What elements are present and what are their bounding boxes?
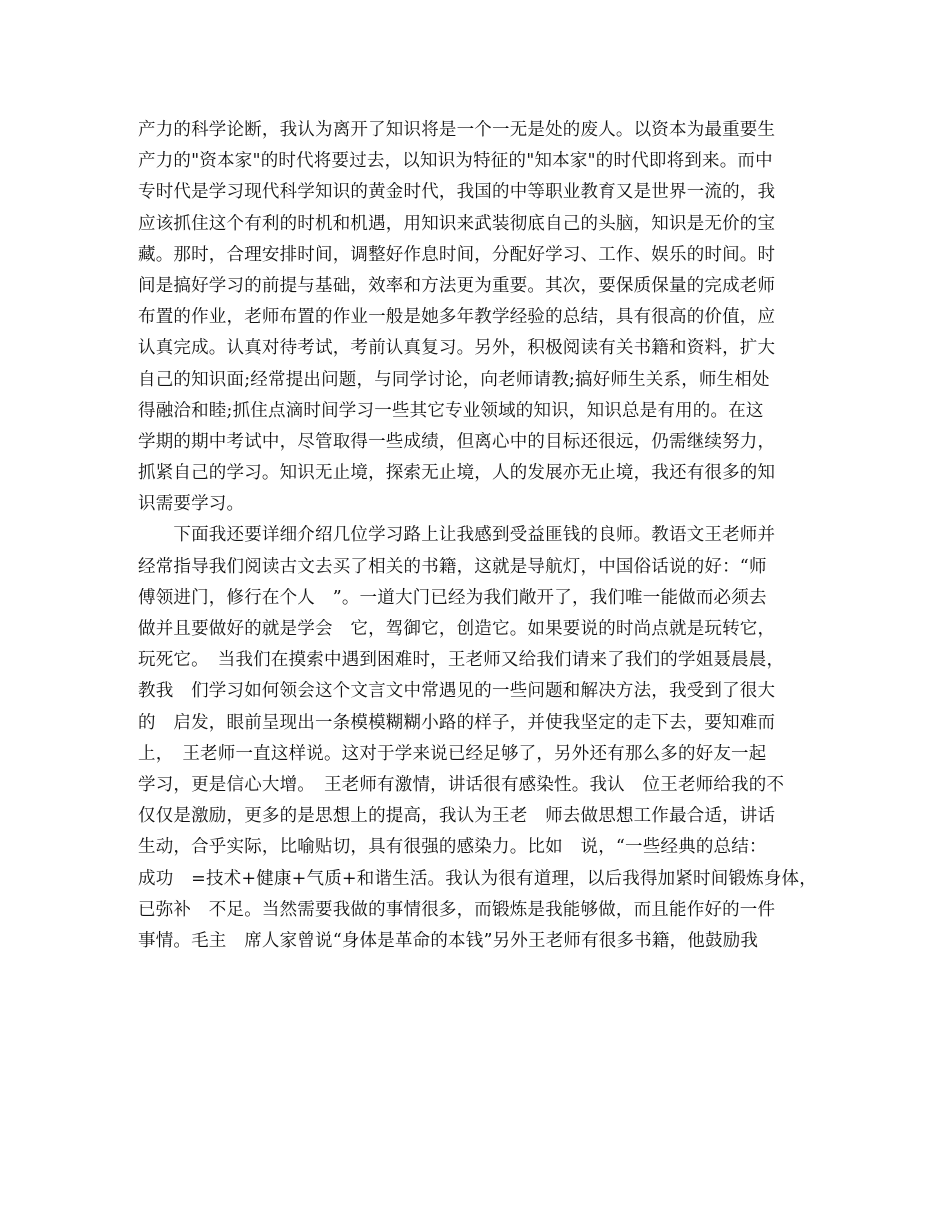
body-text <box>138 115 818 957</box>
text-line: 学习，更是信心大增。 王老师有激情，讲话很有感染性。我认 位王老师给我的不 <box>138 774 785 795</box>
text-line: 教我 们学习如何领会这个文言文中常遇见的一些问题和解决方法，我受到了很大 <box>138 681 776 702</box>
text-line: 得融洽和睦;抓住点滴时间学习一些其它专业领域的知识，知识总是有用的。在这 <box>138 400 764 421</box>
text-line: 自己的知识面;经常提出问题，与同学讨论，向老师请教;搞好师生关系，师生相处 <box>138 369 770 390</box>
text-line: 产力的"资本家"的时代将要过去，以知识为特征的"知本家"的时代即将到来。而中 <box>138 151 773 172</box>
text-line: 做并且要做好的就是学会 它，驾御它，创造它。如果要说的时尚点就是玩转它， <box>138 619 776 639</box>
text-line: 布置的作业，老师布置的作业一般是她多年教学经验的总结，具有很高的价值，应 <box>138 307 776 328</box>
text-line: 仅仅是激励，更多的是思想上的提高，我认为王老 师去做思想工作最合适，讲话 <box>138 806 776 827</box>
text-line: 学期的期中考试中，尽管取得一些成绩，但离心中的目标还很远，仍需继续努力， <box>138 431 776 452</box>
text-line: 事情。毛主 席人家曾说“身体是革命的本钱”另外王老师有很多书籍，他鼓励我 <box>138 930 759 951</box>
text-line: 的 启发，眼前呈现出一条模模糊糊小路的样子，并使我坚定的走下去，要知难而 <box>138 712 776 733</box>
text-line: 生动，合乎实际，比喻贴切，具有很强的感染力。比如 说，“一些经典的总结： <box>138 837 767 858</box>
text-line: 上， 王老师一直这样说。这对于学来说已经足够了，另外还有那么多的好友一起 <box>138 743 767 764</box>
text-line: 下面我还要详细介绍几位学习路上让我感到受益匪钱的良师。教语文王老师并 <box>138 525 776 546</box>
text-line: 专时代是学习现代科学知识的黄金时代，我国的中等职业教育又是世界一流的，我 <box>138 182 776 203</box>
text-line: 已弥补 不足。当然需要我做的事情很多，而锻炼是我能够做，而且能作好的一件 <box>138 899 776 920</box>
text-line: 认真完成。认真对待考试，考前认真复习。另外，积极阅读有关书籍和资料，扩大 <box>138 338 776 359</box>
text-line: 藏。那时，合理安排时间，调整好作息时间，分配好学习、工作、娱乐的时间。时 <box>138 244 776 265</box>
text-line: 间是搞好学习的前提与基础，效率和方法更为重要。其次，要保质保量的完成老师 <box>138 275 776 296</box>
text-line: 傅领进门，修行在个人 ”。一道大门已经为我们敞开了，我们唯一能做而必须去 <box>138 587 767 608</box>
text-line: 抓紧自己的学习。知识无止境，探索无止境，人的发展亦无止境，我还有很多的知 <box>138 463 776 484</box>
text-line: 成功 =技术+健康+气质+和谐生活。我认为很有道理，以后我得加紧时间锻炼身体， <box>138 868 817 889</box>
text-line: 玩死它。 当我们在摸索中遇到困难时，王老师又给我们请来了我们的学姐聂晨晨， <box>138 650 785 671</box>
text-line: 经常指导我们阅读古文去买了相关的书籍，这就是导航灯，中国俗话说的好：“师 <box>138 556 767 577</box>
text-line: 应该抓住这个有利的时机和机遇，用知识来武装彻底自己的头脑，知识是无价的宝 <box>138 213 776 234</box>
text-line: 识需要学习。 <box>138 494 245 515</box>
text-line: 产力的科学论断，我认为离开了知识将是一个一无是处的废人。以资本为最重要生 <box>138 120 776 140</box>
